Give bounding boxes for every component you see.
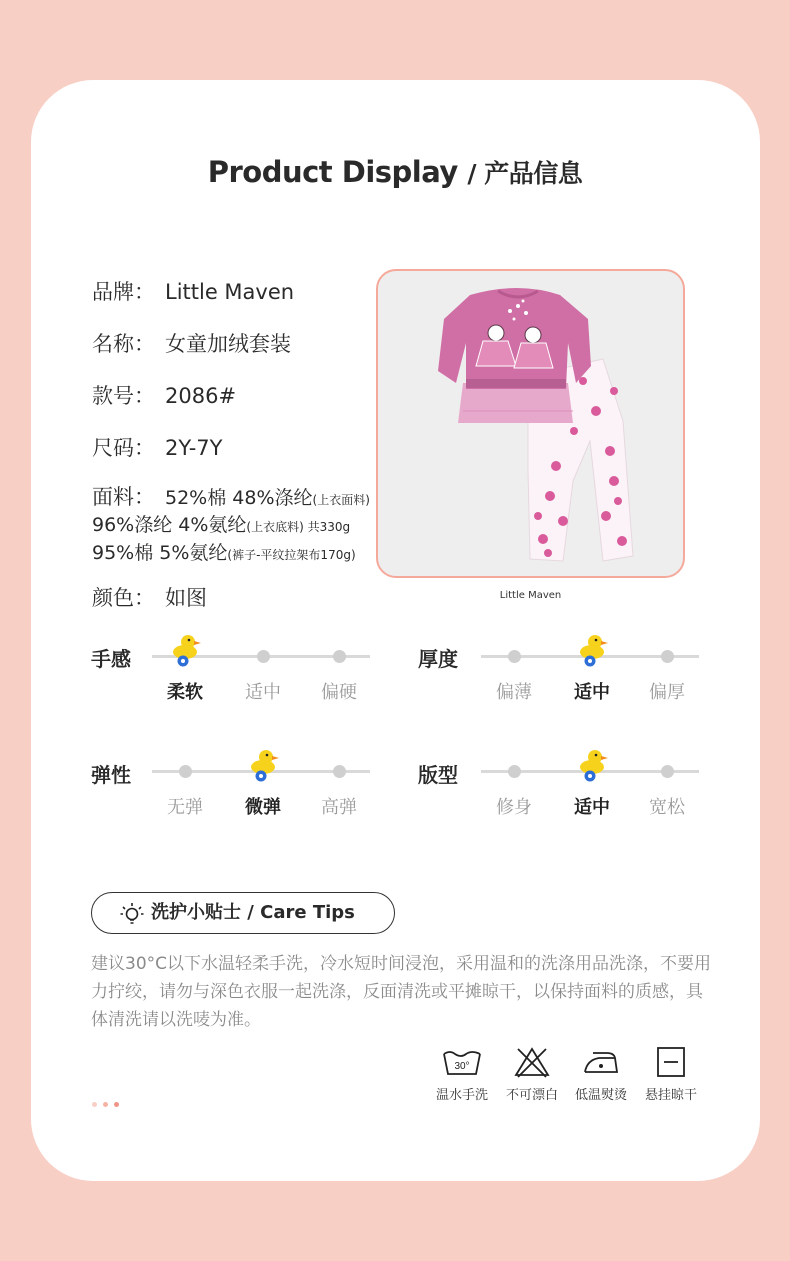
- color-label: 颜色：: [92, 586, 155, 610]
- hang-dry-caption: 悬挂晾干: [644, 1088, 697, 1103]
- page-dots: [92, 1092, 125, 1111]
- name-row: [92, 328, 291, 358]
- duck-marker-icon: [246, 747, 280, 783]
- scale-label: 手感: [91, 647, 131, 671]
- scale-option: 偏厚: [649, 682, 685, 703]
- care-instructions: 建议30°C以下水温轻柔手洗，冷水短时间浸泡，采用温和的洗涤用品洗涤，不要用力拧绞，请勿与深色衣服一起洗涤，反面清洗或平摊晾干，以保持面料的质感，具体清洗请以洗唛为准。: [91, 954, 712, 1030]
- product-photo: [376, 269, 685, 578]
- scale-option: 宽松: [649, 797, 685, 818]
- hand-wash-item: [432, 1046, 492, 1103]
- size-value: 2Y-7Y: [165, 436, 223, 460]
- no-bleach-icon: [512, 1046, 552, 1078]
- scale-option: 偏硬: [321, 682, 357, 703]
- scale-dot: [257, 650, 270, 663]
- hand-wash-icon: [442, 1046, 482, 1078]
- duck-marker-icon: [575, 632, 609, 668]
- brand-value: Little Maven: [165, 280, 295, 304]
- scale-label: 版型: [418, 763, 458, 787]
- scale-option: 微弹: [245, 797, 281, 818]
- brand-label: 品牌：: [92, 280, 155, 304]
- name-label: 名称：: [92, 332, 155, 356]
- scale-dot: [179, 765, 192, 778]
- style-value: 2086#: [165, 384, 237, 408]
- scale-dot: [333, 765, 346, 778]
- scale-dot: [508, 765, 521, 778]
- style-row: [92, 380, 236, 410]
- brand-row: [92, 276, 294, 306]
- color-value: 如图: [165, 586, 207, 610]
- fabric-label: 面料：: [92, 485, 155, 509]
- lightbulb-icon: [120, 902, 144, 926]
- size-row: [92, 432, 222, 462]
- care-tips-header: [91, 892, 395, 934]
- style-label: 款号：: [92, 384, 155, 408]
- outfit-illustration: [378, 271, 683, 576]
- title-chinese: / 产品信息: [467, 159, 583, 188]
- page-title: [0, 154, 790, 190]
- scale-option: 适中: [574, 682, 610, 703]
- size-label: 尺码：: [92, 436, 155, 460]
- low-iron-item: [571, 1046, 631, 1103]
- duck-marker-icon: [168, 632, 202, 668]
- title-english: Product Display: [207, 155, 458, 189]
- scale-dot: [508, 650, 521, 663]
- low-iron-caption: 低温熨烫: [574, 1088, 627, 1103]
- scale-label: 厚度: [418, 647, 458, 671]
- scale-dot: [333, 650, 346, 663]
- hand-wash-caption: 温水手洗: [435, 1088, 488, 1103]
- scale-option: 适中: [574, 797, 610, 818]
- hang-dry-icon: [651, 1046, 691, 1078]
- care-tips-title: 洗护小贴士 / Care Tips: [151, 902, 355, 923]
- scale-label: 弹性: [91, 763, 131, 787]
- no-bleach-item: [502, 1046, 562, 1103]
- no-bleach-caption: 不可漂白: [505, 1088, 558, 1103]
- scale-dot: [661, 650, 674, 663]
- name-value: 女童加绒套装: [165, 332, 291, 356]
- duck-marker-icon: [575, 747, 609, 783]
- fabric-line-3: 95%棉 5%氨纶(裤子-平纹拉架布170g): [92, 542, 356, 564]
- hang-dry-item: [641, 1046, 701, 1103]
- scale-option: 偏薄: [496, 682, 532, 703]
- fabric-line-1: 面料： 52%棉 48%涤纶(上衣面料): [92, 481, 370, 511]
- scale-option: 修身: [496, 797, 532, 818]
- photo-caption: Little Maven: [499, 590, 562, 601]
- iron-icon: [581, 1046, 621, 1078]
- scale-dot: [661, 765, 674, 778]
- scale-option: 适中: [245, 682, 281, 703]
- scale-option: 无弹: [167, 797, 203, 818]
- scale-option: 柔软: [167, 682, 203, 703]
- fabric-line-2: 96%涤纶 4%氨纶(上衣底料) 共330g: [92, 514, 351, 536]
- scale-option: 高弹: [321, 797, 357, 818]
- color-row: [92, 582, 207, 612]
- svg-text:30°: 30°: [454, 1061, 470, 1072]
